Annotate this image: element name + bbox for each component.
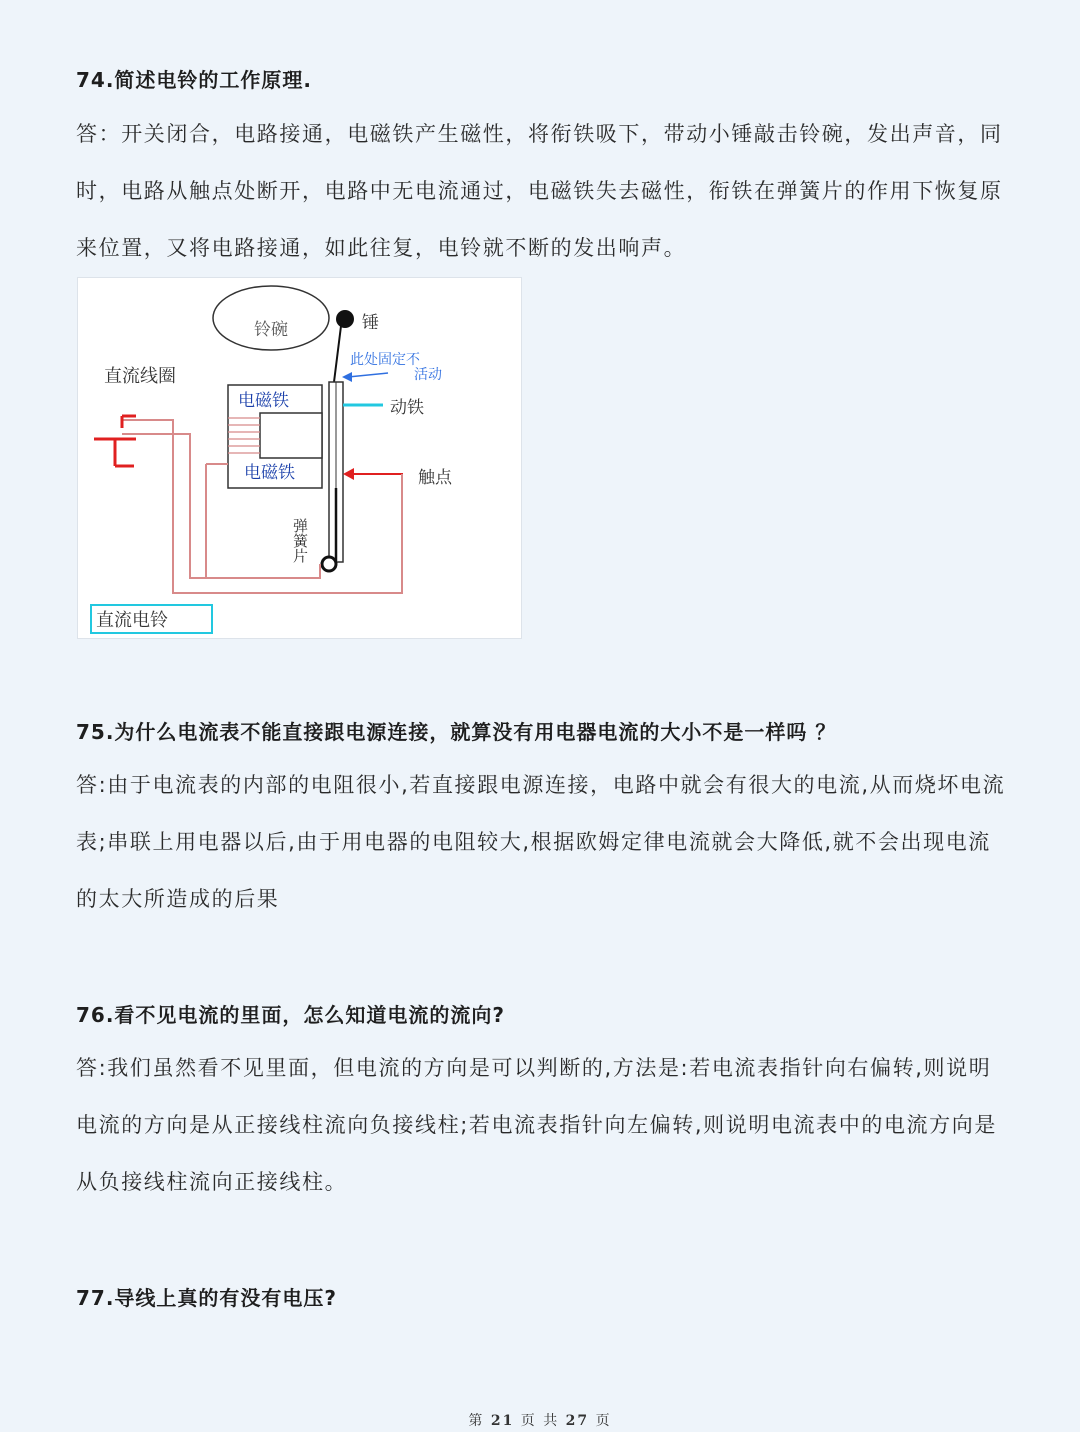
- question-75-answer: 答:由于电流表的内部的电阻很小,若直接跟电源连接，电路中就会有很大的电流,从而烧坏电流表;串联上用电器以后,由于用电器的电阻较大,根据欧姆定律电流就会大降低,就不会出现电流的太大所造成的后果: [76, 773, 1006, 911]
- fixed-note-line1: 此处固定不: [350, 352, 420, 368]
- question-77-title: 77.导线上真的有没有电压?: [76, 1286, 338, 1310]
- electromagnet-core: [260, 413, 322, 458]
- total-page-number: 27: [565, 1413, 590, 1429]
- coil-label: 直流线圈: [104, 366, 176, 387]
- fixed-note-arrow: [348, 373, 388, 377]
- question-76-answer: 答:我们虽然看不见里面，但电流的方向是可以判断的,方法是:若电流表指针向右偏转,则说明电流的方向是从正接线柱流向负接线柱;若电流表指针向左偏转,则说明电流表中的电流方向是从负接线柱流向正接线柱。: [76, 1056, 997, 1194]
- armature-label: 动铁: [390, 398, 424, 418]
- question-76-title: 76.看不见电流的里面，怎么知道电流的流向?: [76, 1003, 506, 1027]
- page-footer: [0, 1410, 1080, 1430]
- footer-mid: 页 共: [520, 1413, 560, 1429]
- contact-label: 触点: [418, 468, 452, 488]
- question-74-answer: 答：开关闭合，电路接通，电磁铁产生磁性，将衔铁吸下，带动小锤敲击铃碗，发出声音，同时，电路从触点处断开，电路中无电流通过，电磁铁失去磁性，衔铁在弹簧片的作用下恢复原来位置，又将电路接通，如此往复，电铃就不断的发出响声。: [76, 122, 1003, 260]
- hammer-label: 锤: [362, 313, 379, 333]
- footer-suffix: 页: [595, 1413, 612, 1429]
- spring-anchor: [322, 557, 336, 571]
- question-75-title: 75.为什么电流表不能直接跟电源连接，就算没有用电器电流的大小不是一样吗 ？: [76, 720, 837, 744]
- electric-bell-svg: [78, 278, 521, 638]
- battery-icon: [94, 416, 136, 466]
- bell-bowl-label: 铃碗: [254, 320, 288, 340]
- spring-label: 弹簧片: [291, 518, 309, 563]
- bell-bowl-shape: [213, 286, 329, 350]
- hammer-rod: [334, 326, 341, 382]
- footer-prefix: 第: [468, 1413, 485, 1429]
- electric-bell-diagram: [77, 277, 522, 639]
- electromagnet-bottom-label: 电磁铁: [244, 463, 295, 483]
- current-page-number: 21: [490, 1413, 515, 1429]
- fixed-note-line2: 活动: [414, 367, 442, 383]
- question-74-title: 74.简述电铃的工作原理.: [76, 68, 313, 92]
- diagram-caption: 直流电铃: [96, 610, 168, 631]
- electromagnet-top-label: 电磁铁: [238, 391, 289, 411]
- hammer-head: [336, 310, 354, 328]
